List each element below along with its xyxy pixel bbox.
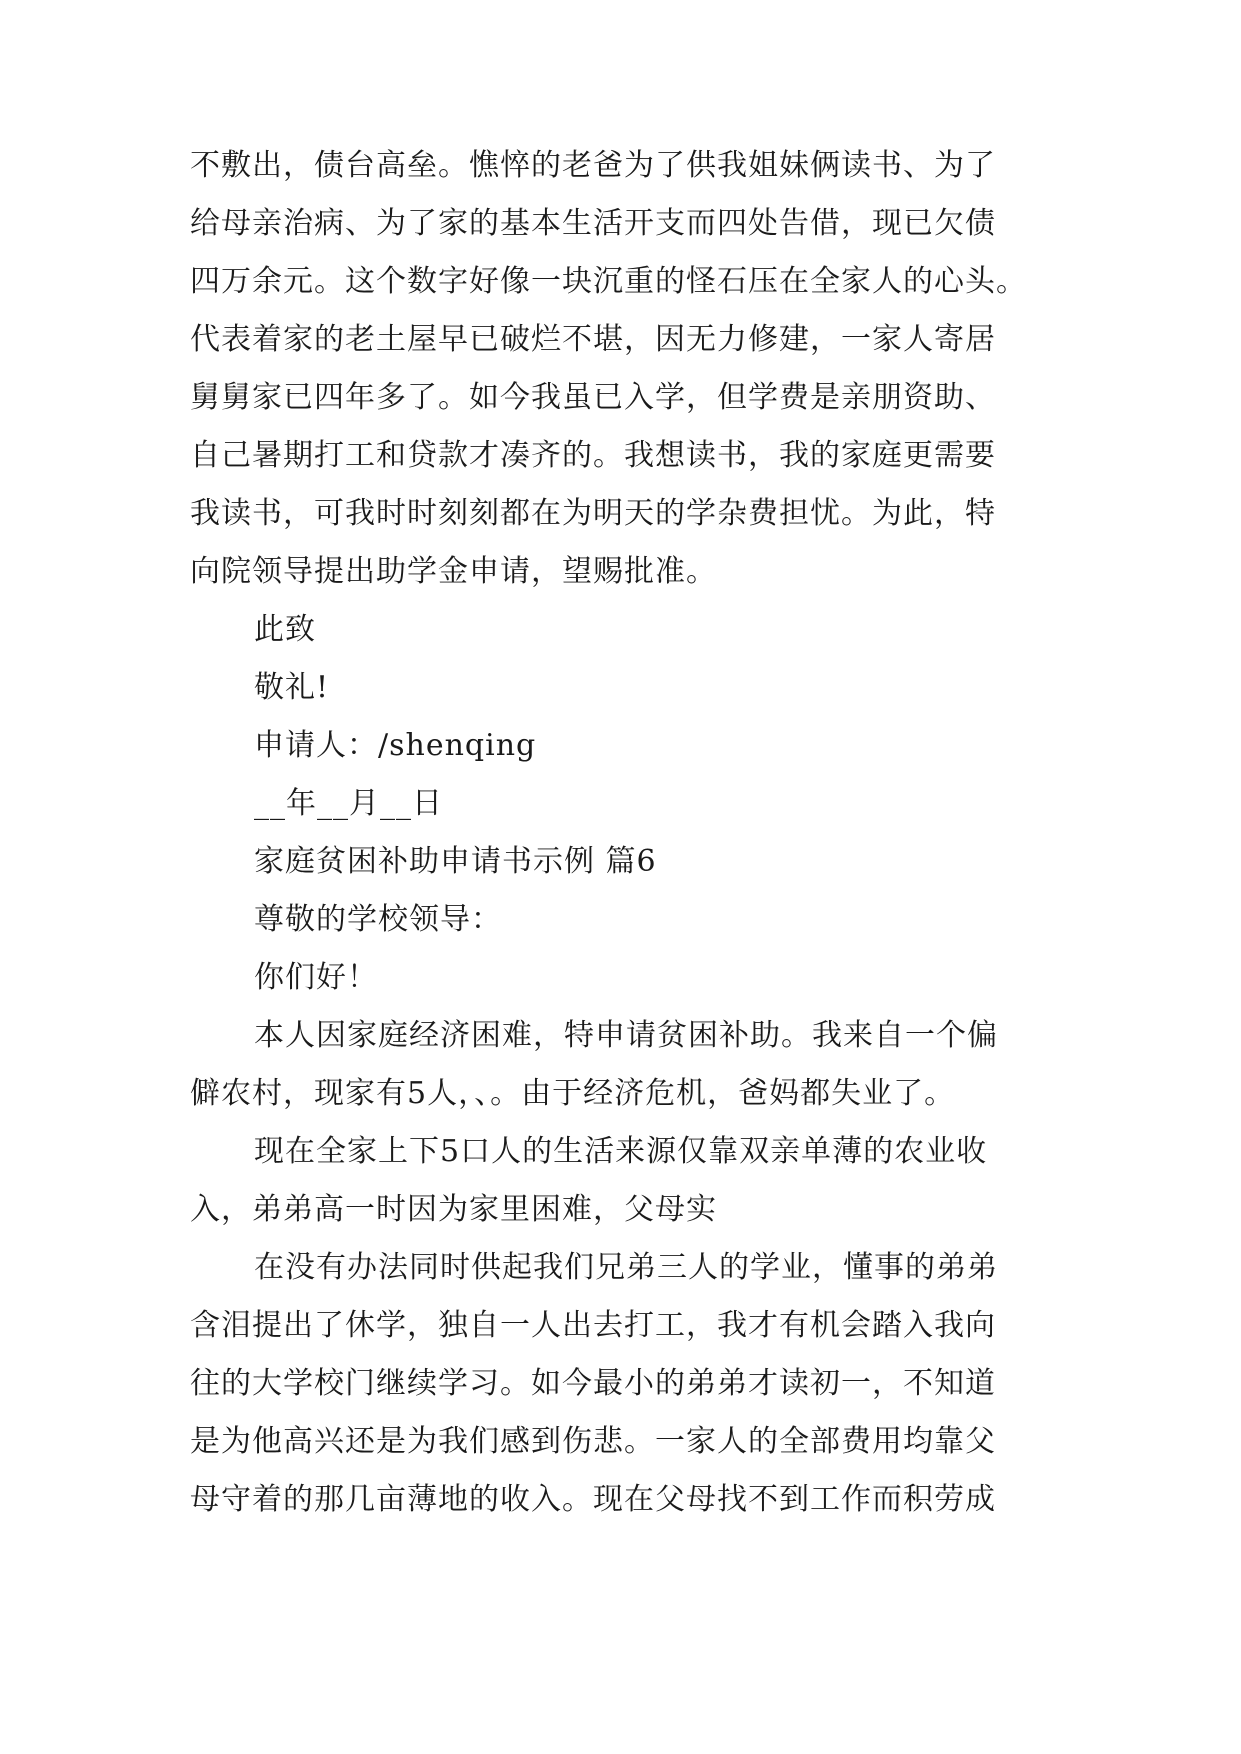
paragraph-line: 向院领导提出助学金申请，望赐批准。 (190, 554, 717, 589)
paragraph-line: 是为他高兴还是为我们感到伤悲。一家人的全部费用均靠父 (190, 1424, 996, 1459)
paragraph-line: 本人因家庭经济困难，特申请贫困补助。我来自一个偏 (254, 1018, 998, 1053)
paragraph-line: 我读书，可我时时刻刻都在为明天的学杂费担忧。为此，特 (190, 496, 996, 531)
paragraph-line: 在没有办法同时供起我们兄弟三人的学业，懂事的弟弟 (254, 1250, 998, 1285)
paragraph-line: 僻农村，现家有5人，、。由于经济危机，爸妈都失业了。 (190, 1076, 956, 1111)
paragraph-line: 现在全家上下5口人的生活来源仅靠双亲单薄的农业收 (254, 1134, 988, 1169)
closing-salutation: 此致 (254, 612, 316, 647)
paragraph-line: 入，弟弟高一时因为家里困难，父母实 (190, 1192, 717, 1227)
paragraph-line: 自己暑期打工和贷款才凑齐的。我想读书，我的家庭更需要 (190, 438, 996, 473)
paragraph-line: 含泪提出了休学，独自一人出去打工，我才有机会踏入我向 (190, 1308, 996, 1343)
paragraph-line: 不敷出，债台高垒。憔悴的老爸为了供我姐妹俩读书、为了 (190, 148, 996, 183)
paragraph-line: 给母亲治病、为了家的基本生活开支而四处告借，现已欠债 (190, 206, 996, 241)
greeting-line: 尊敬的学校领导： (254, 902, 502, 937)
greeting-line: 你们好！ (254, 960, 378, 995)
paragraph-line: 代表着家的老土屋早已破烂不堪，因无力修建，一家人寄居 (190, 322, 996, 357)
paragraph-line: 母守着的那几亩薄地的收入。现在父母找不到工作而积劳成 (190, 1482, 996, 1517)
section-title: 家庭贫困补助申请书示例 篇6 (254, 844, 657, 879)
applicant-signature: 申请人：/shenqing (254, 728, 537, 763)
date-line: __年__月__日 (254, 786, 443, 821)
paragraph-line: 四万余元。这个数字好像一块沉重的怪石压在全家人的心头。 (190, 264, 1027, 299)
paragraph-line: 往的大学校门继续学习。如今最小的弟弟才读初一，不知道 (190, 1366, 996, 1401)
closing-regards: 敬礼! (254, 670, 330, 705)
paragraph-line: 舅舅家已四年多了。如今我虽已入学，但学费是亲朋资助、 (190, 380, 996, 415)
